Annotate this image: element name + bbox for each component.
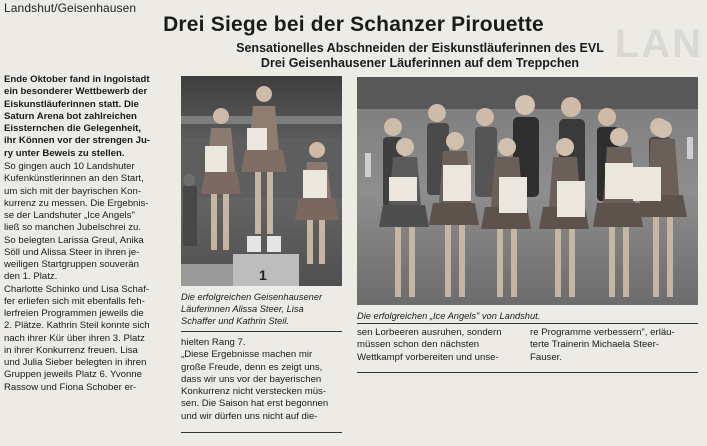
body-column-4 [530,327,696,364]
caption-line: Läuferinnen Alissa Steer, Lisa [181,304,304,314]
podium-number: 1 [259,267,267,283]
section-label: Landshut/Geisenhausen [4,1,137,15]
photo-illustration [357,77,698,305]
body-line: Kufenkünstlerinnen an den Start, [4,173,144,185]
body-line: terte Trainerin Michaela Steer- [530,339,660,351]
body-line: hielten Rang 7. [181,337,246,348]
caption-line: Schaffer und Kathrin Steil. [181,316,290,326]
body-line: „Diese Ergebnisse machen mir [181,349,313,361]
caption-divider [357,323,698,324]
caption-photo-1 [181,291,342,327]
lead-line: Eissternchen die Gelegenheit, [4,123,142,134]
body-line: und Julia Sieber belegten in ihren [4,357,147,368]
body-line: Söll und Alissa Steer in ihren je- [4,246,140,258]
body-line: und wir dürfen uns nicht auf die- [181,410,318,422]
body-line: kurrenz zu messen. Die Ergebnis- [4,197,149,209]
body-line: Rassow und Fiona Schober er- [4,381,137,393]
bleed-through-text: LAN [614,22,703,66]
body-line: 2. Plätze. Kathrin Steil konnte sich [4,320,150,332]
caption-photo-2: Die erfolgreichen „Ice Angels" von Landshut. [357,311,541,321]
body-line: re Programme verbessern", erläu- [530,327,675,338]
body-line: So gingen auch 10 Landshuter [4,161,135,172]
lead-line: Eiskunstläuferinnen statt. Die [4,98,139,110]
body-line: Wettkampf vorbereiten und unse- [357,351,499,363]
caption-line: Die erfolgreichen Geisenhausener [181,292,323,302]
body-line: ließ so manchen Jubelschrei zu. [4,222,142,234]
subheadline-1: Sensationelles Abschneiden der Eiskunstläuferinnen des EVL [236,41,604,55]
body-column-3 [357,327,521,364]
body-line: Gruppen jeweils Platz 6. Yvonne [4,369,142,381]
body-line: Konkurrenz nicht verstecken müs- [181,386,327,397]
body-line: den 1. Platz. [4,271,58,283]
body-line: So belegten Larissa Greul, Anika [4,234,144,246]
body-line: sen. Die Saison hat erst begonnen [181,398,329,410]
body-line: sen Lorbeeren ausruhen, sondern [357,327,502,338]
caption-divider [181,331,342,332]
photo-illustration [181,76,342,286]
body-line: nach ihrer Kür über ihren 3. Platz [4,332,145,344]
headline: Drei Siege bei der Schanzer Pirouette [163,13,544,36]
lead-line: ein besonderer Wettbewerb der [4,86,148,98]
body-column-1 [4,161,176,394]
body-line: um sich mit der bayrischen Kon- [4,185,142,197]
lead-line: ihr Können vor der strengen Ju- [4,135,151,147]
body-column-2 [181,337,342,423]
column-end-rule [357,372,698,373]
column-end-rule [181,432,342,433]
body-line: dass wir uns vor der bayerischen [181,373,322,385]
body-line: große Freude, denn es zeigt uns, [181,361,323,373]
body-line: fer erliefen sich mit ebenfalls feh- [4,295,145,307]
lead-paragraph [4,74,176,160]
lead-line: ry unter Beweis zu stellen. [4,147,125,159]
body-line: in ihrer Konkurrenz freuen. Lisa [4,344,138,356]
subheadline-2: Drei Geisenhausener Läuferinnen auf dem Treppchen [260,56,580,70]
body-line: müssen schon den nächsten [357,339,480,351]
body-line: lerfreien Programmen jeweils die [4,308,144,319]
photo-ice-angels-group [357,77,698,305]
lead-line: Ende Oktober fand in Ingolstadt [4,74,150,85]
body-line: Charlotte Schinko und Lisa Schaf- [4,283,150,295]
photo-geisenhausen-skaters [181,76,342,286]
body-line: weiligen Startgruppen souverän [4,259,139,270]
body-line: se der Landshuter „Ice Angels" [4,210,135,221]
lead-line: Saturn Arena bot zahlreichen [4,110,137,122]
body-line: Fauser. [530,351,562,363]
